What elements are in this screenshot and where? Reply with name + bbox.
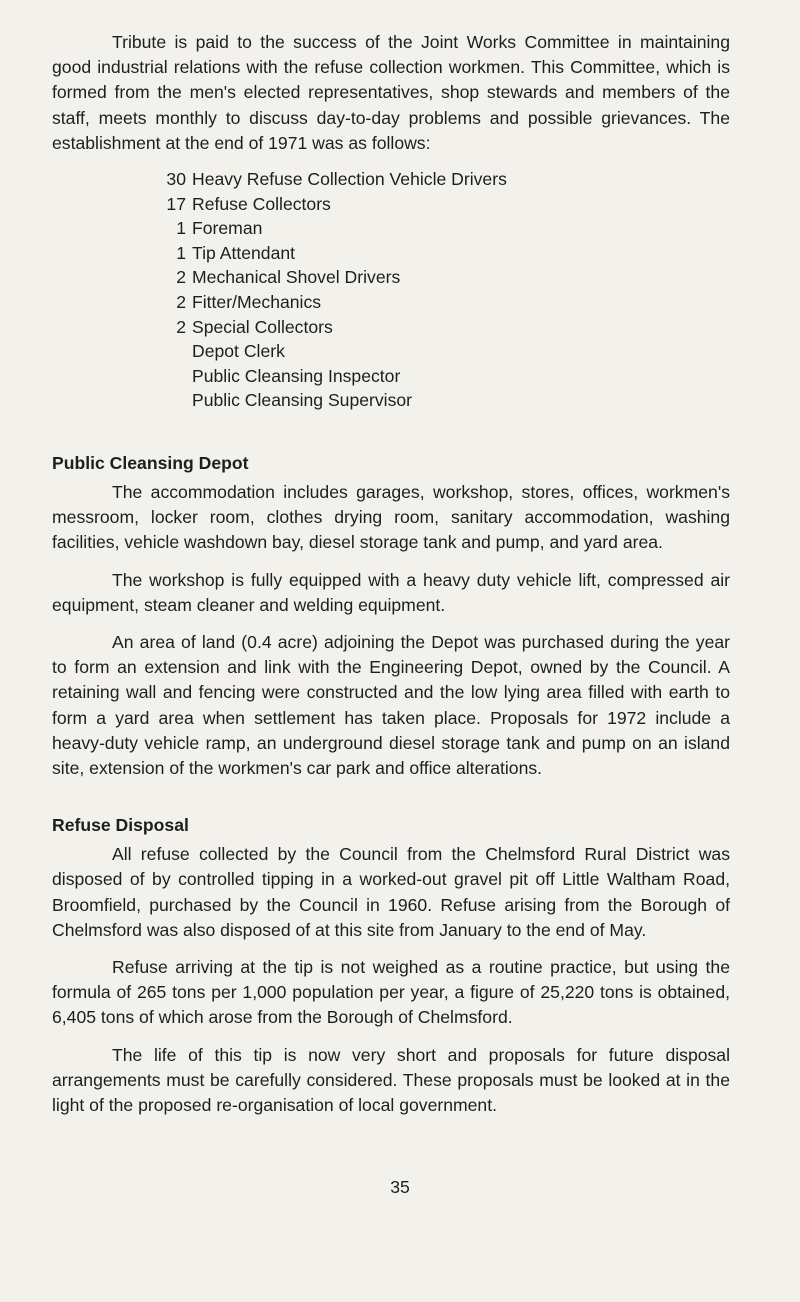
staff-count — [164, 339, 186, 364]
disposal-paragraph: The life of this tip is now very short and proposals for future disposal arrangements must be carefully considered. These proposals must be looked at in the light of the proposed re-organisation of local government. — [52, 1044, 730, 1116]
list-item — [164, 339, 730, 364]
list-item — [164, 265, 730, 290]
section-heading: Public Cleansing Depot — [52, 452, 249, 473]
staff-count: 2 — [176, 291, 186, 312]
staff-count: 17 — [166, 193, 186, 214]
staff-role: Mechanical Shovel Drivers — [192, 267, 401, 288]
depot-section — [52, 451, 730, 781]
depot-paragraph: An area of land (0.4 acre) adjoining the Depot was purchased during the year to form an extension and link with the Engineering Depot, owned by the Council. A retaining wall and fencing were constructed and the low lying area filled with earth to form a yard area when settlement has taken place. Proposals for 1972 include a heavy-duty vehicle ramp, an underground diesel storage tank and pump on an island site, extension of the workmen's car park and office alterations. — [52, 631, 730, 778]
disposal-paragraph: Refuse arriving at the tip is not weighed as a routine practice, but using the formula of 265 tons per 1,000 population per year, a figure of 25,220 tons is obtained, 6,405 tons of which arose from the Borough of Chelmsford. — [52, 957, 730, 1028]
establishment-list — [164, 167, 730, 413]
staff-role: Fitter/Mechanics — [192, 291, 322, 312]
staff-role: Public Cleansing Supervisor — [192, 390, 413, 411]
staff-role: Special Collectors — [192, 316, 333, 337]
staff-role: Tip Attendant — [192, 242, 296, 263]
staff-role: Foreman — [192, 218, 263, 239]
page-number: 35 — [390, 1177, 410, 1197]
list-item — [164, 241, 730, 266]
list-item — [164, 315, 730, 340]
list-item — [164, 364, 730, 389]
staff-role: Public Cleansing Inspector — [192, 365, 401, 386]
staff-count: 2 — [176, 267, 186, 288]
staff-count — [164, 388, 186, 413]
staff-count: 2 — [176, 316, 186, 337]
list-item — [164, 290, 730, 315]
depot-paragraph: The workshop is fully equipped with a heavy duty vehicle lift, compressed air equipment, steam cleaner and welding equipment. — [52, 569, 730, 615]
staff-count — [164, 364, 186, 389]
list-item — [164, 216, 730, 241]
staff-role: Depot Clerk — [192, 341, 285, 362]
staff-role: Heavy Refuse Collection Vehicle Drivers — [192, 169, 507, 190]
list-item — [164, 167, 730, 192]
staff-count: 1 — [176, 242, 186, 263]
staff-count: 30 — [166, 169, 186, 190]
list-item — [164, 192, 730, 217]
disposal-section — [52, 813, 730, 1118]
staff-role: Refuse Collectors — [192, 193, 331, 214]
disposal-paragraph: All refuse collected by the Council from the Chelmsford Rural District was disposed of by controlled tipping in a worked-out gravel pit off Little Waltham Road, Broomfield, purchased by the Council in 1960. Refuse arising from the Borough of Chelmsford was also disposed of at this site from January to the end of May. — [52, 844, 730, 940]
staff-count: 1 — [176, 218, 186, 239]
section-heading: Refuse Disposal — [52, 815, 189, 836]
list-item — [164, 388, 730, 413]
depot-paragraph: The accommodation includes garages, workshop, stores, offices, workmen's messroom, locker room, clothes drying room, sanitary accommodation, washing facilities, vehicle washdown bay, diesel storage tank and pump, and yard area. — [52, 481, 730, 553]
intro-paragraph: Tribute is paid to the success of the Joint Works Committee in maintaining good industrial relations with the refuse collection workmen. This Committee, which is formed from the men's elected representatives, shop stewards and members of the staff, meets monthly to discuss day-to-day problems and possible grievances. The establishment at the end of 1971 was as follows: — [52, 32, 730, 153]
